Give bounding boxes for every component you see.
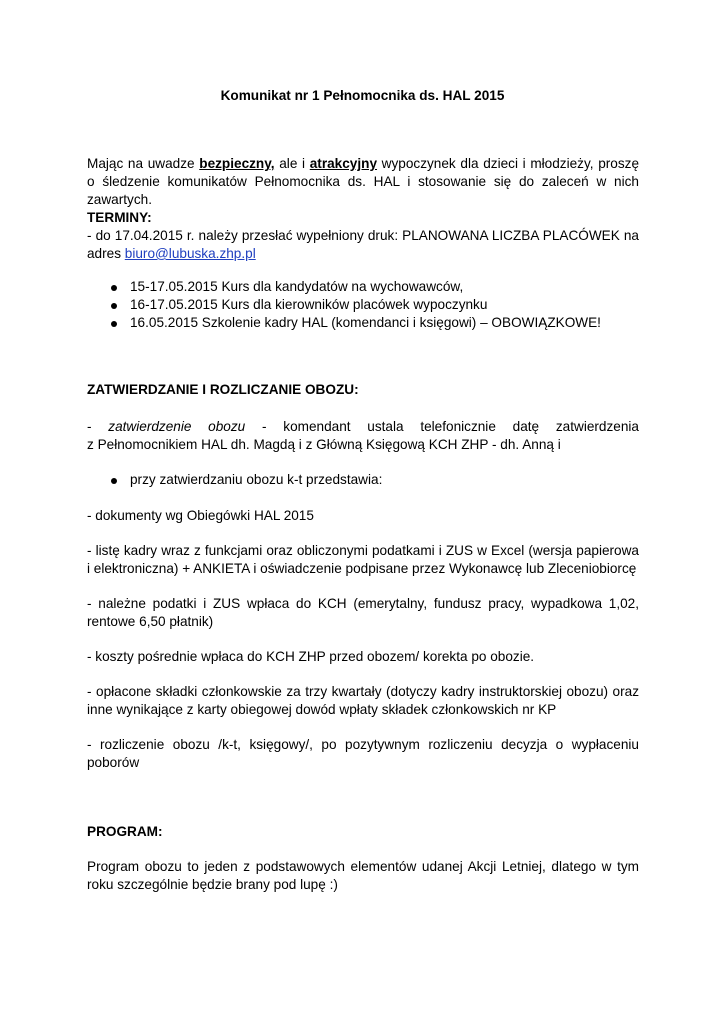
zatw-item-rozliczenie-2: poborów <box>87 755 140 770</box>
bullet-dot <box>111 478 117 484</box>
terminy-line-1: - do 17.04.2015 r. należy przesłać wypełniony druk: PLANOWANA LICZBA PLACÓWEK na <box>87 228 639 243</box>
zatw-item-podatki-2: rentowe 6,50 płatnik) <box>87 614 214 629</box>
zatw-item-skladki-2: inne wynikające z karty obiegowej dowód wpłaty składek członkowskich nr KP <box>87 702 557 717</box>
zatw-heading: ZATWIERDZANIE I ROZLICZANIE OBOZU: <box>87 382 359 397</box>
zatw-line-1 <box>87 418 639 436</box>
terminy-bullet-2: 16-17.05.2015 Kurs dla kierowników placówek wypoczynku <box>130 297 488 312</box>
terminy-bullet-1: 15-17.05.2015 Kurs dla kandydatów na wychowawców, <box>130 279 464 294</box>
zatw-item-skladki-1: - opłacone składki członkowskie za trzy kwartały (dotyczy kadry instruktorskiej obozu) oraz <box>87 684 639 699</box>
bullet-dot <box>111 303 117 309</box>
bullet-dot <box>111 285 117 291</box>
terminy-bullet-3: 16.05.2015 Szkolenie kadry HAL (komendanci i księgowi) – OBOWIĄZKOWE! <box>130 315 601 330</box>
intro-line-3: zawartych. <box>87 192 152 207</box>
intro-text: ale i <box>274 156 310 171</box>
emphasis-bezpieczny: bezpieczny, <box>199 156 275 171</box>
zatw-item-lista-2: i elektroniczna) + ANKIETA i oświadczenie podpisane przez Wykonawcę lub Zleceniobiorcę <box>87 561 637 576</box>
intro-line-2: o śledzenie komunikatów Pełnomocnika ds. HAL i stosowanie się do zaleceń w nich <box>87 174 639 189</box>
terminy-line-2 <box>87 245 639 263</box>
zatw-item-rozliczenie-1: - rozliczenie obozu /k-t, księgowy/, po pozytywnym rozliczeniu decyzja o wypłaceniu <box>87 737 639 752</box>
zatw-text: - komendant ustala telefonicznie datę zatwierdzenia <box>245 419 639 434</box>
program-line-2: roku szczególnie będzie brany pod lupę :) <box>87 877 338 892</box>
zatw-line-2: z Pełnomocnikiem HAL dh. Magdą i z Główną Księgową KCH ZHP - dh. Anną i <box>87 437 561 452</box>
emphasis-atrakcyjny: atrakcyjny <box>309 156 378 171</box>
zatw-item-dokumenty: - dokumenty wg Obiegówki HAL 2015 <box>87 508 314 523</box>
email-link[interactable]: biuro@lubuska.zhp.pl <box>124 246 256 261</box>
program-heading: PROGRAM: <box>87 824 163 839</box>
zatw-item-koszty: - koszty pośrednie wpłaca do KCH ZHP przed obozem/ korekta po obozie. <box>87 649 535 664</box>
document-title: Komunikat nr 1 Pełnomocnika ds. HAL 2015 <box>220 88 505 103</box>
intro-text: Mając na uwadze <box>87 156 200 171</box>
zatw-bullet: przy zatwierdzaniu obozu k-t przedstawia: <box>130 472 383 487</box>
terminy-heading: TERMINY: <box>87 210 152 225</box>
bullet-dot <box>111 321 117 327</box>
zatw-item-lista-1: - listę kadry wraz z funkcjami oraz obliczonymi podatkami i ZUS w Excel (wersja papierowa <box>87 543 639 558</box>
program-line-1: Program obozu to jeden z podstawowych elementów udanej Akcji Letniej, dlatego w tym <box>87 859 639 874</box>
dash: - <box>87 419 109 434</box>
zatw-item-podatki-1: - należne podatki i ZUS wpłaca do KCH (emerytalny, fundusz pracy, wypadkowa 1,02, <box>87 596 639 611</box>
zatw-italic-term: zatwierdzenie obozu <box>108 419 246 434</box>
address-label: adres <box>87 246 125 261</box>
intro-line-1 <box>87 155 639 173</box>
intro-text: wypoczynek dla dzieci i młodzieży, proszę <box>377 156 640 171</box>
